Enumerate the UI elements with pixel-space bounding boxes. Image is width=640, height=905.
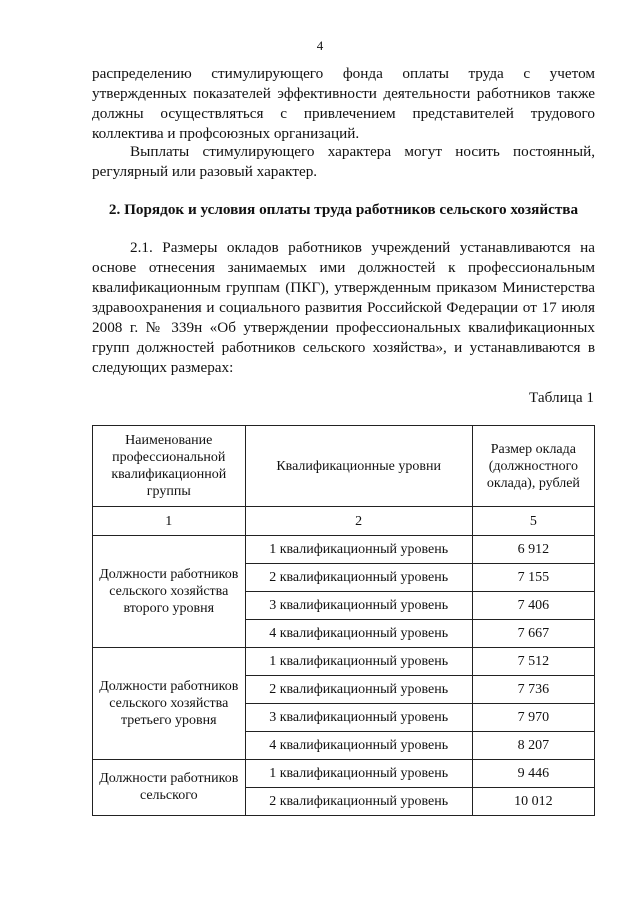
paragraph-stimulating-fund: распределению стимулирующего фонда оплаты труда с учетом утвержденных показателей эффективности деятельности работников также должны осуществляться с привлечением представителей трудового коллектива и профсоюзных организаций. (92, 65, 595, 142)
header-qualification-levels: Квалификационные уровни (245, 426, 472, 507)
header-salary-size: Размер оклада (должностного оклада), рублей (472, 426, 594, 507)
salary-value: 7 970 (472, 704, 594, 732)
qualification-level: 1 квалификационный уровень (245, 536, 472, 564)
column-number-1: 1 (93, 507, 246, 536)
salary-value: 10 012 (472, 788, 594, 816)
column-number-3: 5 (472, 507, 594, 536)
salary-value: 8 207 (472, 732, 594, 760)
table-caption: Таблица 1 (529, 389, 594, 406)
salary-value: 7 406 (472, 592, 594, 620)
qualification-level: 3 квалификационный уровень (245, 592, 472, 620)
paragraph-salary-rules: 2.1. Размеры окладов работников учреждений устанавливаются на основе отнесения занимаемых ими должностей к профессиональным квалификационным группам (ПКГ), утвержденным приказом Министерства здравоохранения и социального развития Российской Федерации от 17 июля 2008 г. № 339н «Об утверждении профессиональных квалификационных групп должностей работников сельского хозяйства», и устанавливаются в следующих размерах: (92, 239, 595, 376)
salary-value: 7 512 (472, 648, 594, 676)
qualification-level: 3 квалификационный уровень (245, 704, 472, 732)
section-heading: 2. Порядок и условия оплаты труда работников сельского хозяйства (108, 201, 579, 218)
qualification-level: 4 квалификационный уровень (245, 620, 472, 648)
qualification-level: 1 квалификационный уровень (245, 760, 472, 788)
qualification-level: 2 квалификационный уровень (245, 676, 472, 704)
salary-table (92, 425, 595, 816)
salary-value: 7 667 (472, 620, 594, 648)
column-number-2: 2 (245, 507, 472, 536)
qualification-level: 2 квалификационный уровень (245, 788, 472, 816)
group-name-third-level: Должности работников сельского хозяйства третьего уровня (93, 648, 246, 760)
page-number: 4 (316, 38, 324, 53)
table-row (93, 536, 595, 564)
group-name-continued: Должности работников сельского (93, 760, 246, 816)
salary-value: 9 446 (472, 760, 594, 788)
header-group-name: Наименование профессиональной квалификационной группы (93, 426, 246, 507)
group-name-second-level: Должности работников сельского хозяйства второго уровня (93, 536, 246, 648)
qualification-level: 1 квалификационный уровень (245, 648, 472, 676)
salary-value: 6 912 (472, 536, 594, 564)
qualification-level: 4 квалификационный уровень (245, 732, 472, 760)
salary-value: 7 155 (472, 564, 594, 592)
qualification-level: 2 квалификационный уровень (245, 564, 472, 592)
salary-value: 7 736 (472, 676, 594, 704)
table-header-row (93, 426, 595, 507)
table-column-numbers-row (93, 507, 595, 536)
paragraph-payment-types: Выплаты стимулирующего характера могут носить постоянный, регулярный или разовый характер. (92, 143, 595, 180)
table-row (93, 648, 595, 676)
table-row (93, 760, 595, 788)
